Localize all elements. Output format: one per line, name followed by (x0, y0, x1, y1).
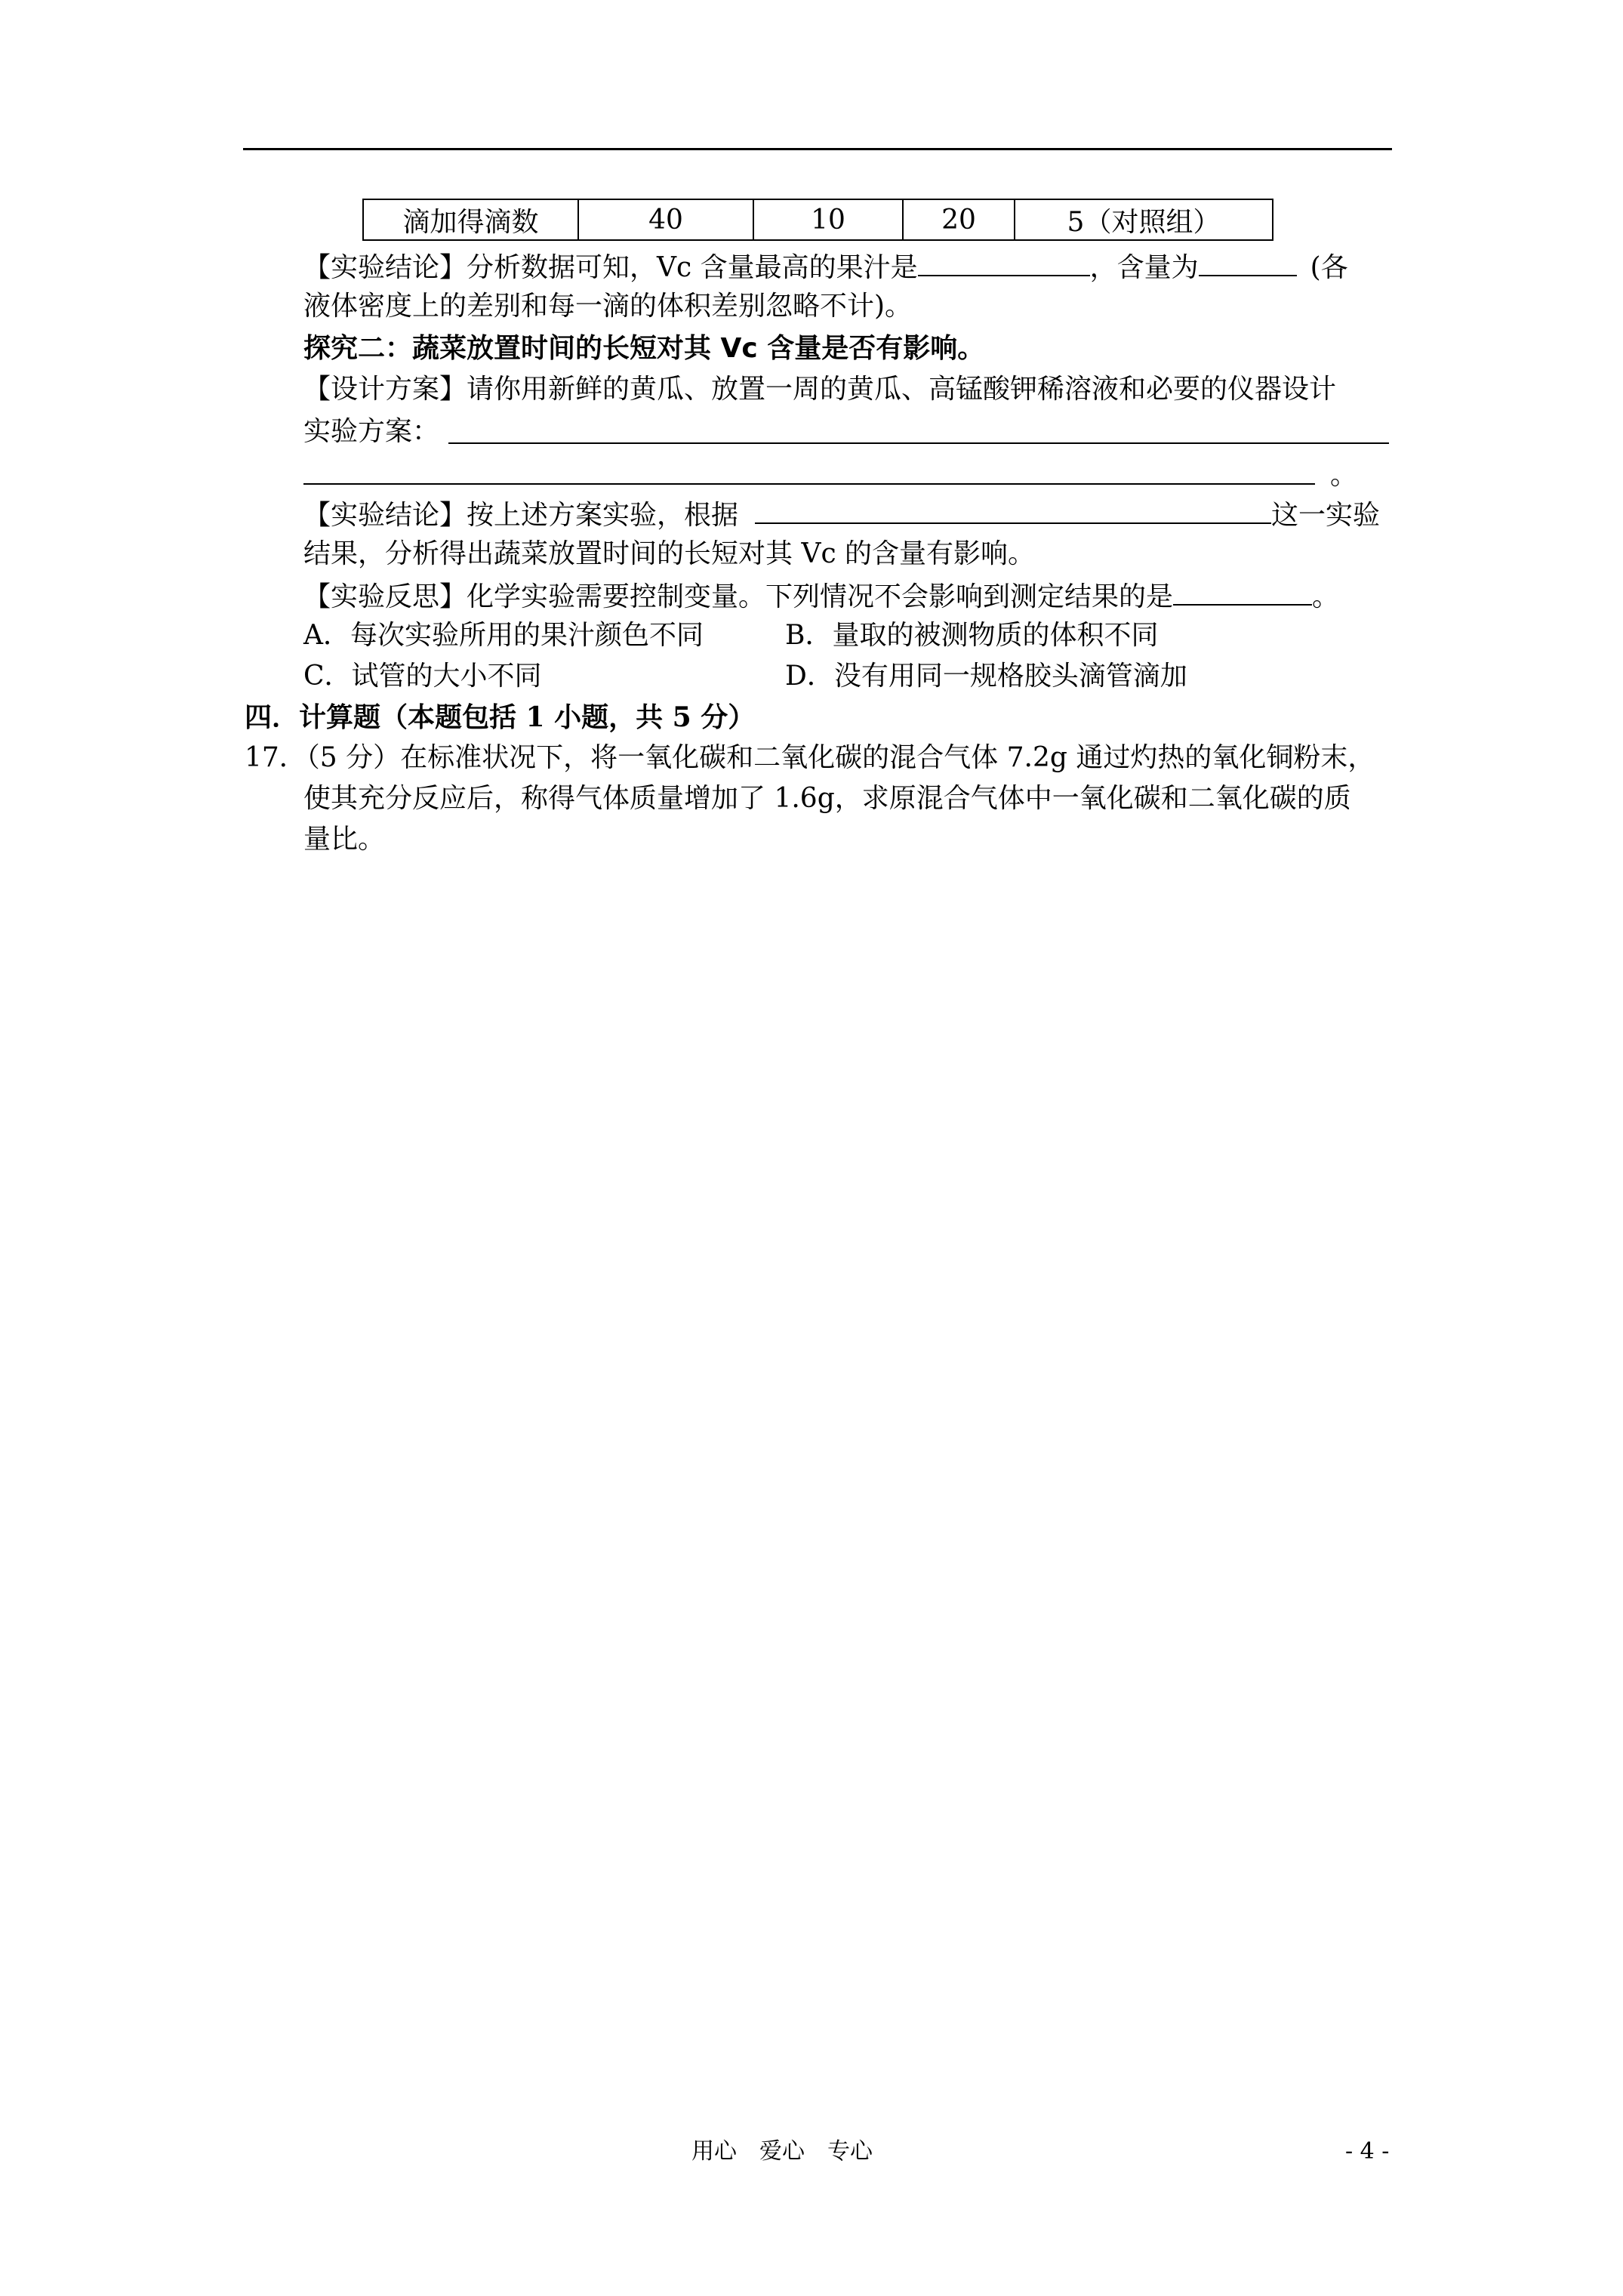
table-cell: 40 (578, 199, 753, 240)
option-a: A．每次实验所用的果汁颜色不同 (303, 620, 704, 651)
section4-heading: 四．计算题（本题包括 1 小题，共 5 分） (245, 701, 756, 733)
conclusion2-line2: 结果，分析得出蔬菜放置时间的长短对其 Vc 的含量有影响。 (303, 538, 1036, 569)
option-b: B．量取的被测物质的体积不同 (785, 620, 1159, 651)
table-cell: 5（对照组） (1015, 199, 1273, 240)
inquiry2-heading: 探究二：蔬菜放置时间的长短对其 Vc 含量是否有影响。 (303, 333, 985, 364)
page-number: - 4 - (1345, 2138, 1390, 2165)
design-line2: 实验方案： (303, 416, 440, 447)
answer-blank-reflection[interactable] (1173, 575, 1312, 606)
footer-motto: 用心 爱心 专心 (691, 2138, 873, 2165)
conclusion1-line1: 【实验结论】分析数据可知，Vc 含量最高的果汁是 ，含量为 (各 (303, 246, 1348, 288)
q17-line1: 17．（5 分）在标准状况下，将一氧化碳和二氧化碳的混合气体 7.2g 通过灼热的氧化铜粉末， (245, 742, 1375, 773)
option-c: C．试管的大小不同 (303, 661, 542, 692)
q17-line3: 量比。 (303, 824, 386, 855)
conclusion2-line1: 【实验结论】按上述方案实验，根据 这一实验 (303, 494, 1380, 535)
answer-blank-juice[interactable] (918, 246, 1090, 276)
answer-blank-basis[interactable] (755, 494, 1271, 524)
header-rule (243, 148, 1392, 150)
reflection-line: 【实验反思】化学实验需要控制变量。下列情况不会影响到测定结果的是 。 (303, 575, 1339, 617)
design-answer-line-2[interactable] (303, 483, 1315, 485)
design-line1: 【设计方案】请你用新鲜的黄瓜、放置一周的黄瓜、高锰酸钾稀溶液和必要的仪器设计 (303, 374, 1337, 405)
conclusion1-line2: 液体密度上的差别和每一滴的体积差别忽略不计)。 (303, 291, 913, 322)
design-end-mark: 。 (1330, 460, 1358, 491)
table-row (363, 199, 1273, 240)
answer-blank-content[interactable] (1199, 246, 1297, 276)
data-table (362, 199, 1273, 241)
table-cell: 20 (903, 199, 1015, 240)
q17-line2: 使其充分反应后，称得气体质量增加了 1.6g，求原混合气体中一氧化碳和二氧化碳的质 (303, 783, 1351, 814)
design-answer-line-1[interactable] (448, 442, 1389, 444)
table-row-label: 滴加得滴数 (363, 199, 578, 240)
option-d: D．没有用同一规格胶头滴管滴加 (785, 661, 1187, 692)
table-cell: 10 (753, 199, 903, 240)
